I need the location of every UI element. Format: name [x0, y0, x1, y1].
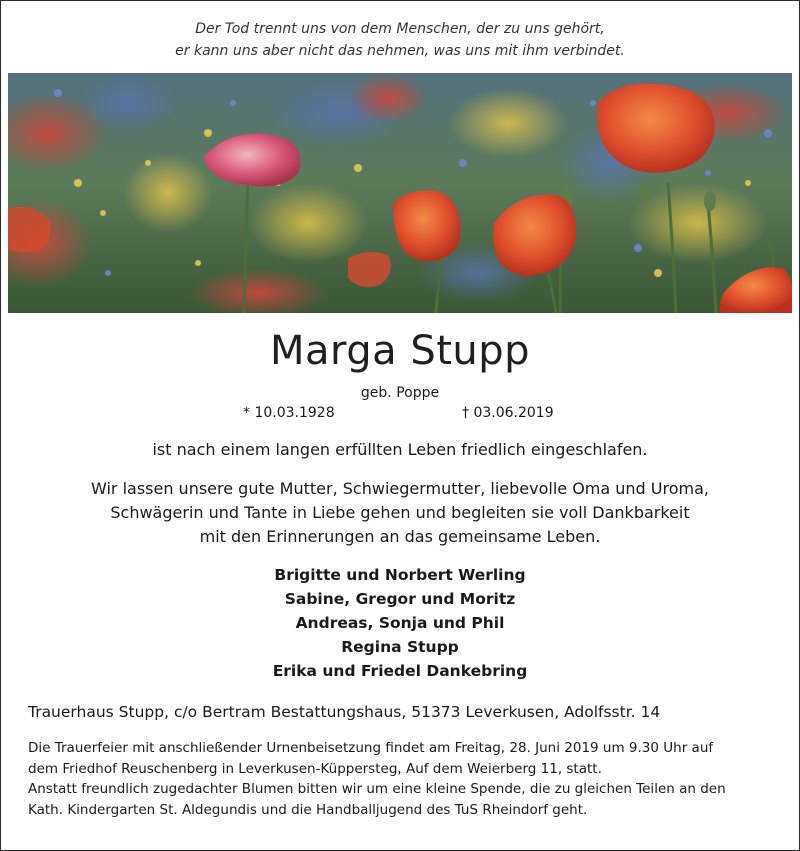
memorial-quote: [0, 18, 800, 62]
farewell-line: Wir lassen unsere gute Mutter, Schwiegermutter, liebevolle Oma und Uroma,: [90, 479, 709, 498]
birth-date: * 10.03.1928: [243, 405, 335, 421]
poppy-field-photo: [8, 73, 792, 313]
maiden-name: geb. Poppe: [360, 385, 440, 401]
notice-line: dem Friedhof Reuschenberg in Leverkusen-Küppersteg, Auf dem Weierberg 11, statt.: [28, 760, 602, 777]
quote-line-1: Der Tod trennt uns von dem Menschen, der zu uns gehört,: [195, 21, 605, 37]
mourning-address: Trauerhaus Stupp, c/o Bertram Bestattungshaus, 51373 Leverkusen, Adolfsstr. 14: [28, 703, 661, 721]
family-member: Erika und Friedel Dankebring: [272, 662, 528, 680]
death-date: † 03.06.2019: [462, 405, 554, 421]
notice-line: Anstatt freundlich zugedachter Blumen bitten wir um eine kleine Spende, die zu gleichen Teilen an den: [28, 781, 726, 797]
family-member: Andreas, Sonja und Phil: [295, 614, 505, 632]
farewell-line: Schwägerin und Tante in Liebe gehen und begleiten sie voll Dankbarkeit: [110, 503, 690, 522]
farewell-paragraph: [0, 477, 800, 549]
passing-sentence: ist nach einem langen erfüllten Leben friedlich eingeschlafen.: [152, 440, 648, 459]
funeral-notice: [28, 738, 726, 820]
notice-line: Die Trauerfeier mit anschließender Urnenbeisetzung findet am Freitag, 28. Juni 2019 um 9.30 Uhr auf: [28, 740, 714, 756]
deceased-name: Marga Stupp: [269, 328, 531, 374]
farewell-line: mit den Erinnerungen an das gemeinsame Leben.: [199, 527, 601, 546]
family-member: Regina Stupp: [341, 638, 459, 656]
family-signatures: [0, 563, 800, 683]
quote-line-2: er kann uns aber nicht das nehmen, was uns mit ihm verbindet.: [175, 43, 625, 59]
notice-line: Kath. Kindergarten St. Aldegundis und die Handballjugend des TuS Rheindorf geht.: [28, 801, 588, 818]
family-member: Sabine, Gregor und Moritz: [284, 590, 516, 608]
family-member: Brigitte und Norbert Werling: [274, 566, 526, 584]
